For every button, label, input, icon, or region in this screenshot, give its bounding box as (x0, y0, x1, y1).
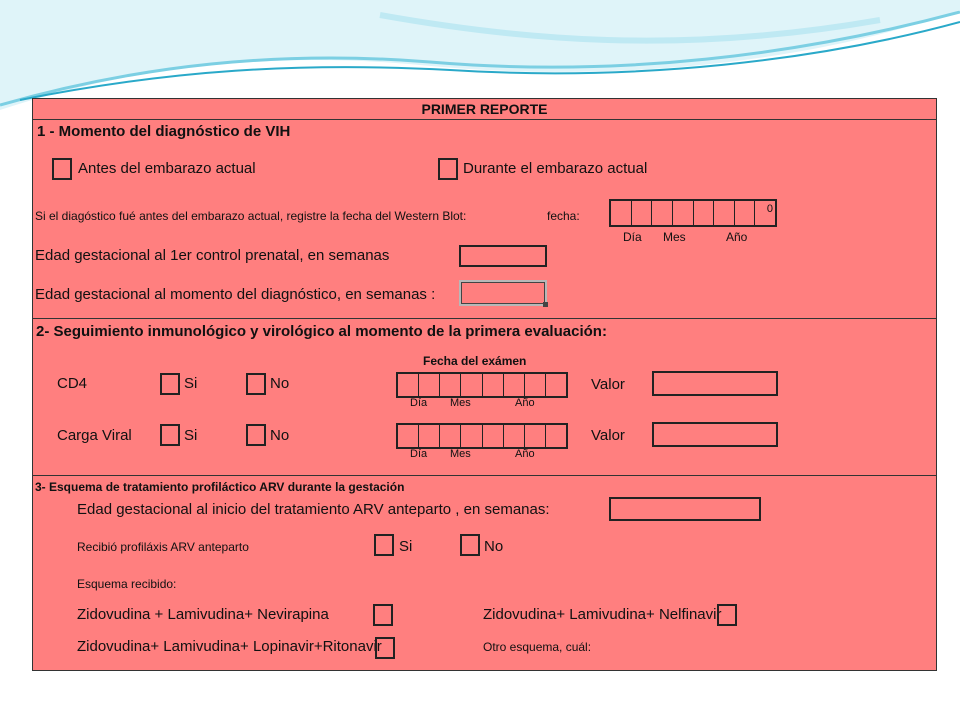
fecha-cell[interactable] (694, 201, 715, 225)
fecha-cell[interactable] (419, 425, 440, 447)
label-recibio-profilaxis: Recibió profiláxis ARV anteparto (77, 540, 249, 554)
label-cd4-anio: Año (515, 397, 535, 409)
fecha-cell[interactable] (398, 374, 419, 396)
label-antes-embarazo: Antes del embarazo actual (78, 160, 256, 177)
label-carga-viral: Carga Viral (57, 427, 132, 444)
fecha-cell[interactable] (440, 374, 461, 396)
fecha-cell[interactable] (461, 374, 482, 396)
fecha-cd4-grid[interactable] (396, 372, 568, 398)
fecha-cell[interactable] (714, 201, 735, 225)
form-title: PRIMER REPORTE (421, 101, 548, 117)
fecha-cell[interactable] (525, 374, 546, 396)
fecha-cell[interactable] (525, 425, 546, 447)
checkbox-durante-embarazo[interactable] (438, 158, 458, 180)
fecha-cell[interactable] (419, 374, 440, 396)
label-durante-embarazo: Durante el embarazo actual (463, 160, 648, 177)
input-edad-diagnostico[interactable] (459, 280, 547, 306)
checkbox-opt-lopinavir[interactable] (375, 637, 395, 659)
label-anio: Año (726, 230, 748, 244)
fecha-cell[interactable] (611, 201, 632, 225)
fecha-cell[interactable] (398, 425, 419, 447)
label-profilaxis-no: No (484, 538, 504, 555)
label-cd4: CD4 (57, 375, 88, 392)
fecha-cell[interactable] (546, 374, 566, 396)
label-dia: Día (623, 230, 642, 244)
fecha-cell[interactable] (504, 374, 525, 396)
label-edad-1er-control: Edad gestacional al 1er control prenatal, en semanas (35, 247, 390, 264)
fecha-carga-viral-grid[interactable] (396, 423, 568, 449)
label-opt-nelfinavir: Zidovudina+ Lamivudina+ Nelfinavir (483, 606, 722, 623)
label-cd4-si: Si (184, 375, 198, 392)
label-edad-diagnostico: Edad gestacional al momento del diagnóstico, en semanas : (35, 286, 436, 303)
label-fecha: fecha: (547, 209, 580, 223)
label-opt-nevirapina: Zidovudina + Lamivudina+ Nevirapina (77, 606, 329, 623)
section1-heading: 1 - Momento del diagnóstico de VIH (37, 123, 291, 140)
label-carga-viral-no: No (270, 427, 290, 444)
fecha-cell[interactable] (504, 425, 525, 447)
checkbox-carga-viral-si[interactable] (160, 424, 180, 446)
label-cv-anio: Año (515, 448, 535, 460)
fecha-value: 0 (766, 203, 773, 215)
checkbox-antes-embarazo[interactable] (52, 158, 72, 180)
label-esquema-recibido: Esquema recibido: (77, 577, 177, 591)
fecha-cell[interactable] (755, 201, 775, 225)
label-carga-viral-si: Si (184, 427, 198, 444)
checkbox-cd4-si[interactable] (160, 373, 180, 395)
checkbox-opt-nevirapina[interactable] (373, 604, 393, 626)
input-cd4-valor[interactable] (652, 371, 778, 396)
label-carga-viral-valor: Valor (591, 427, 625, 444)
report-form (32, 98, 937, 671)
section3-heading: 3- Esquema de tratamiento profiláctico ARV durante la gestación (35, 480, 405, 494)
checkbox-opt-nelfinavir[interactable] (717, 604, 737, 626)
checkbox-profilaxis-si[interactable] (374, 534, 394, 556)
section2-divider (33, 475, 936, 476)
label-edad-inicio-tratamiento: Edad gestacional al inicio del tratamiento ARV anteparto , en semanas: (77, 501, 550, 518)
wave-fill (0, 0, 960, 110)
fecha-cell[interactable] (461, 425, 482, 447)
fecha-cell[interactable] (735, 201, 756, 225)
fecha-cell[interactable] (440, 425, 461, 447)
label-cv-dia: Día (410, 448, 428, 460)
checkbox-profilaxis-no[interactable] (460, 534, 480, 556)
section1-divider (33, 318, 936, 319)
section2-heading: 2- Seguimiento inmunológico y virológico al momento de la primera evaluación: (36, 323, 607, 340)
label-cd4-no: No (270, 375, 290, 392)
label-western-blot: Si el diagóstico fué antes del embarazo actual, registre la fecha del Western Blot: (35, 209, 467, 223)
fecha-cell[interactable] (546, 425, 566, 447)
label-cd4-valor: Valor (591, 376, 625, 393)
label-opt-lopinavir: Zidovudina+ Lamivudina+ Lopinavir+Ritonavir (77, 638, 382, 655)
fecha-cell[interactable] (673, 201, 694, 225)
checkbox-cd4-no[interactable] (246, 373, 266, 395)
label-profilaxis-si: Si (399, 538, 413, 555)
fecha-western-blot-grid[interactable] (609, 199, 777, 227)
label-otro-esquema: Otro esquema, cuál: (483, 640, 592, 654)
fecha-cell[interactable] (632, 201, 653, 225)
fecha-cell[interactable] (483, 425, 504, 447)
title-divider (33, 119, 936, 120)
label-cv-mes: Mes (450, 448, 471, 460)
label-cd4-dia: Día (410, 397, 428, 409)
label-cd4-mes: Mes (450, 397, 471, 409)
input-edad-1er-control[interactable] (459, 245, 547, 267)
label-mes: Mes (663, 230, 686, 244)
label-fecha-examen: Fecha del exámen (423, 354, 527, 368)
input-edad-inicio-tratamiento[interactable] (609, 497, 761, 521)
fecha-cell[interactable] (652, 201, 673, 225)
input-carga-viral-valor[interactable] (652, 422, 778, 447)
checkbox-carga-viral-no[interactable] (246, 424, 266, 446)
fecha-cell[interactable] (483, 374, 504, 396)
selection-handle[interactable] (543, 302, 548, 307)
